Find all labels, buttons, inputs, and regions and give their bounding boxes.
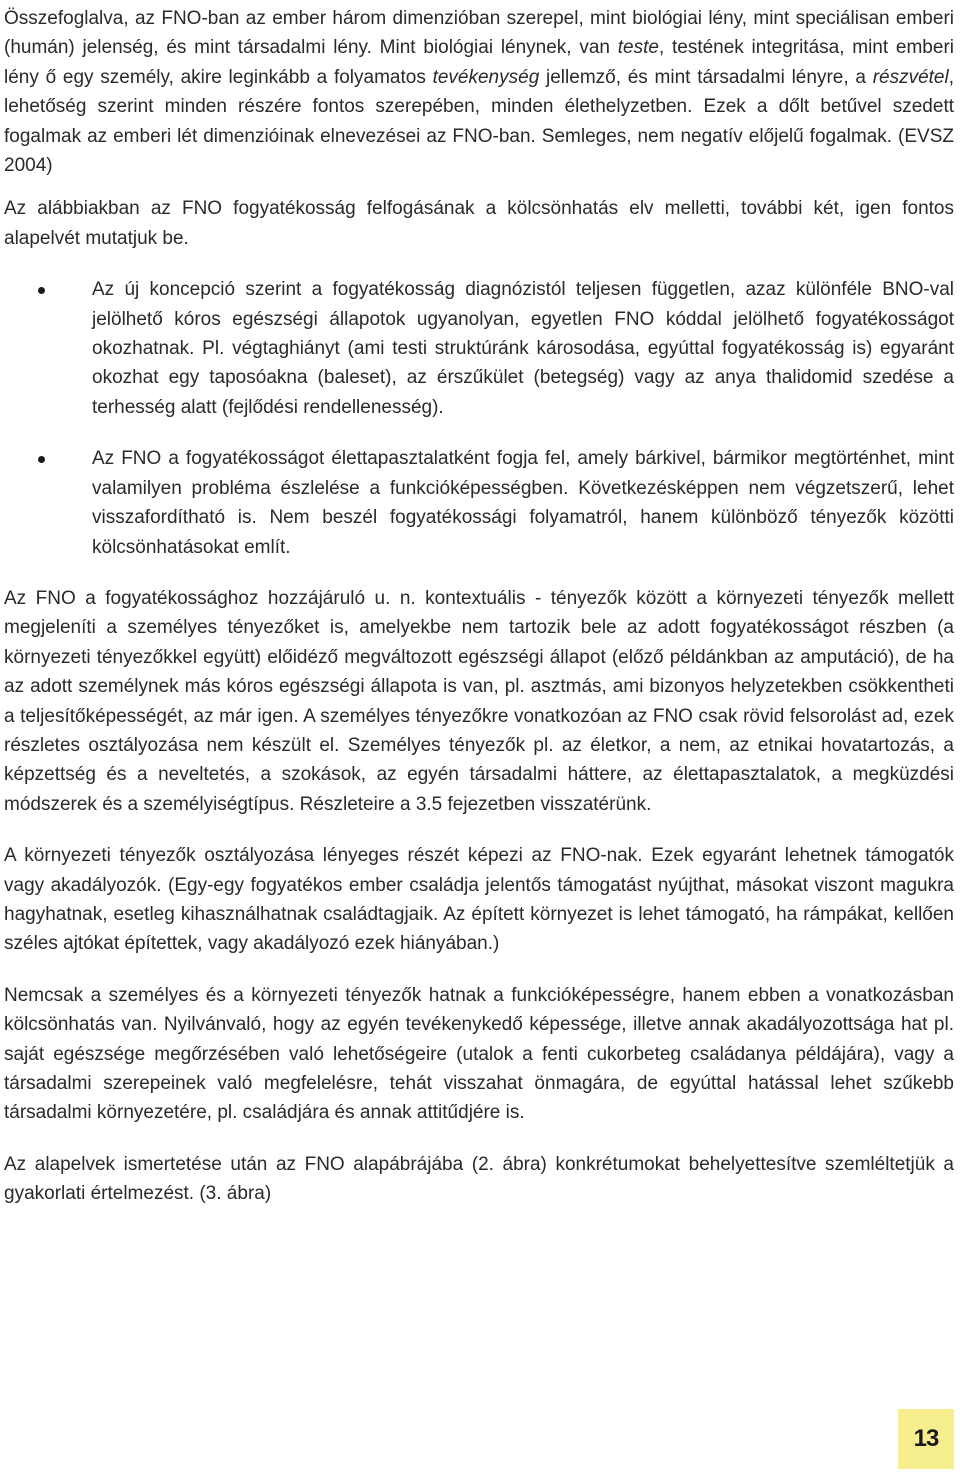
bullet-icon <box>38 456 45 463</box>
list-item-text: Az FNO a fogyatékosságot élettapasztalatként fogja fel, amely bárkivel, bármikor megtörténhet, mint valamilyen probléma észlelése a funkcióképességben. Következésképpen nem végzetszerű, lehet visszafordítható is. Nem beszél fogyatékossági folyamatról, hanem különböző tényezők közötti kölcsönhatásokat említ. <box>92 448 954 558</box>
paragraph-summary <box>4 4 954 180</box>
italic-term: tevékenység <box>432 66 540 88</box>
paragraph-principles-intro: Az alábbiakban az FNO fogyatékosság felfogásának a kölcsönhatás elv melletti, további két, igen fontos alapelvét mutatjuk be. <box>4 198 954 249</box>
paragraph-contextual-factors: Az FNO a fogyatékossághoz hozzájáruló u. n. kontextuális - tényezők között a környezeti tényezők mellett megjeleníti a személyes tényezőket is, amelyekbe nem tartozik bele az adott fogyatékosságot részben (a környezeti tényezőkkel együtt) előidéző megváltozott egészségi állapot (előző példánkban az amputáció), de ha az adott személynek más kóros egészségi állapota is van, pl. asztmás, ami bizonyos helyzetekben csökkentheti a teljesítőképességét, az már igen. A személyes tényezőkre vonatkozóan az FNO csak rövid felsorolást ad, ezek részletes osztályozása nem készült el. Személyes tényezők pl. az életkor, a nem, az etnikai hovatartozás, a képzettség és a neveltetés, a szokások, az egyén társadalmi háttere, az élettapasztalatok, a megküzdési módszerek és a személyiségtípus. Részleteire a 3.5 fejezetben visszatérünk. <box>4 587 954 815</box>
list-item-text: Az új koncepció szerint a fogyatékosság diagnózistól teljesen független, azaz különféle BNO-val jelölhető kóros egészségi állapotok ugyanolyan, egyetlen FNO kóddal jelölhető fogyatékosságot okozhatnak. Pl. végtaghiányt (ami testi struktúránk károsodása, egyúttal fogyatékosság is) egyaránt okozhat egy taposóakna (baleset), az érszűkület (betegség) vagy az anya thalidomid szedése a terhesség alatt (fejlődési rendellenesség). <box>92 279 954 418</box>
paragraph-conclusion: Az alapelvek ismertetése után az FNO alapábrájába (2. ábra) konkrétumokat behelyettesítve szemléltetjük a gyakorlati értelmezést. (3. ábra) <box>4 1153 954 1205</box>
text-run: jellemző, és mint társadalmi lényre, a <box>539 66 873 88</box>
text-run: , testének integritása, mint emberi lény ő egy személy, akire leginkább a folyamatos <box>4 37 954 88</box>
list-item <box>4 275 954 422</box>
italic-term: részvétel <box>872 66 949 88</box>
text-run: Összefoglalva, az FNO-ban az ember három dimenzióban szerepel, mint biológiai lény, mint speciálisan emberi (humán) jelenség, és mint társadalmi lény. Mint biológiai lénynek, van <box>4 8 954 59</box>
bullet-icon <box>38 287 45 294</box>
paragraph-environmental-factors: A környezeti tényezők osztályozása lényeges részét képezi az FNO-nak. Ezek egyaránt lehetnek támogatók vagy akadályozók. (Egy-egy fogyatékos ember családja jelentős támogatást nyújthat, másokat viszont magukra hagyhatnak, esetleg kihasználhatnak családtagjaik. Az épített környezet is lehet támogató, ha rámpákat, kellően széles ajtókat építettek, vagy akadályozó ezek hiányában.) <box>4 845 954 955</box>
paragraph-interaction: Nemcsak a személyes és a környezeti tényezők hatnak a funkcióképességre, hanem ebben a vonatkozásban kölcsönhatás van. Nyilvánvaló, hogy az egyén tevékenykedő képessége, illetve annak akadályozottsága hat pl. saját egészsége megőrzésében való lehetőségeire (utalok a fenti cukorbeteg családanya példájára), vagy a társadalmi szerepeinek való megfelelésre, tehát visszahat önmagára, de egyúttal hatással lehet szűkebb társadalmi környezetére, pl. családjára és annak attitűdjére is. <box>4 984 954 1124</box>
list-item <box>4 444 954 562</box>
text-run: , lehetőség szerint minden részére fontos szerepében, minden élethelyzetben. Ezek a dőlt betűvel szedett fogalmak az emberi lét dimenzióinak elnevezései az FNO-ban. Semleges, nem negatív előjelű fogalmak. (EVSZ 2004) <box>4 66 954 177</box>
page-number: 13 <box>898 1409 954 1469</box>
italic-term: teste <box>617 37 659 59</box>
document-page <box>4 4 954 1231</box>
principles-list <box>4 275 954 562</box>
